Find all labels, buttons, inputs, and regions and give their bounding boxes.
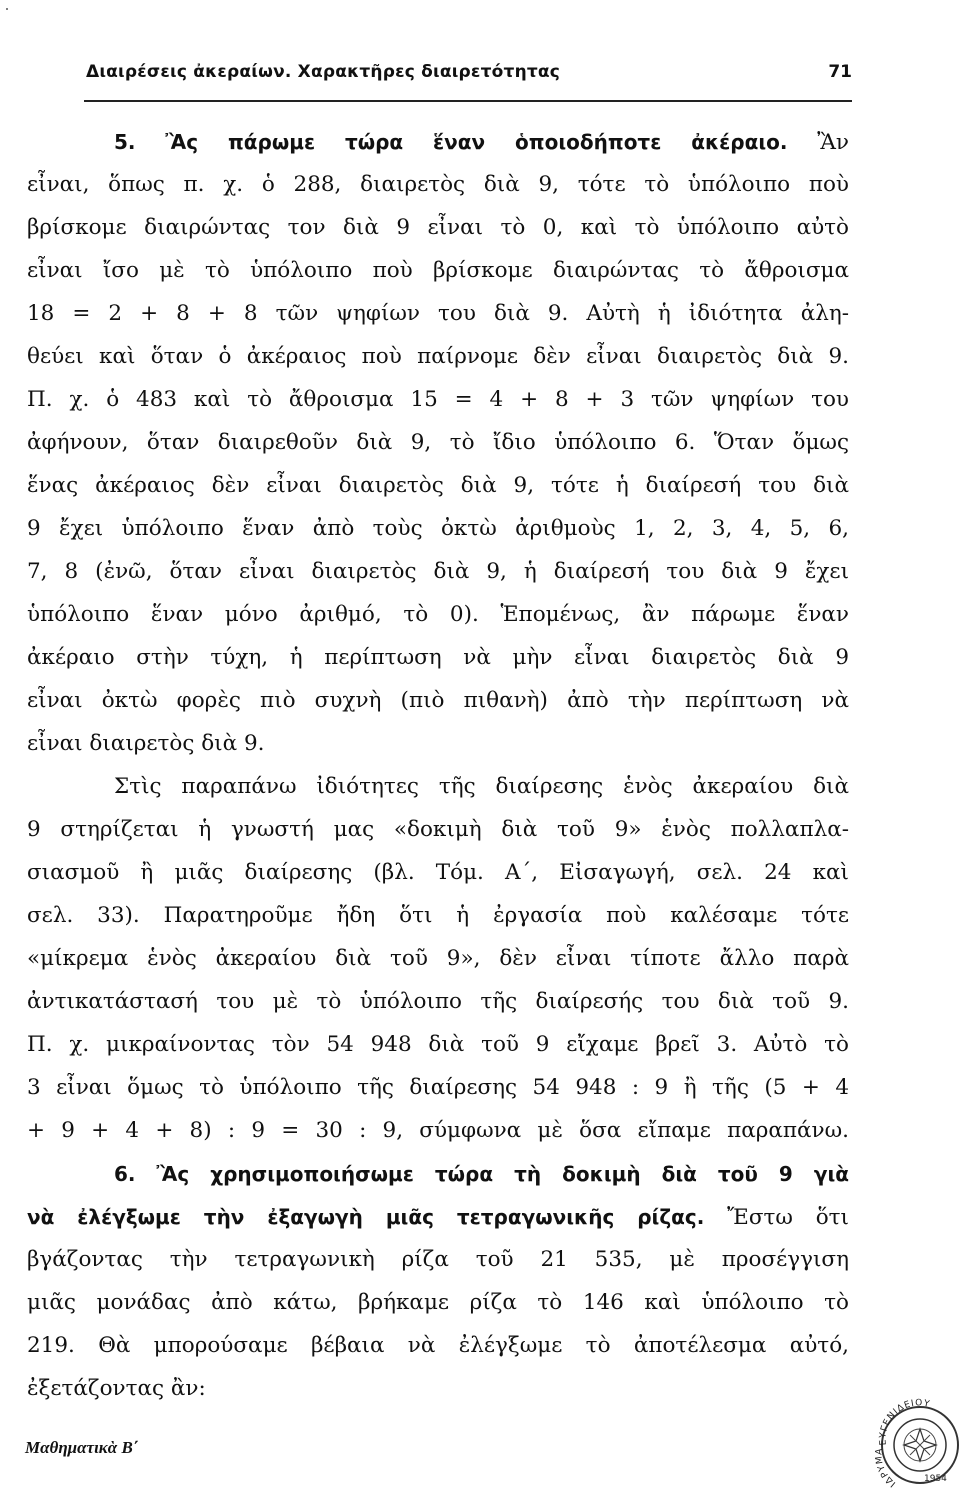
running-title: Διαιρέσεις ἀκεραίων. Χαρακτῆρες διαιρετότητας <box>86 62 561 82</box>
text-line: ἕνας ἀκέραιος δὲν εἶναι διαιρετὸς διὰ 9, τότε ἡ διαίρεσή του διὰ <box>27 473 849 498</box>
text-line: «μίκρεμα ἑνὸς ἀκεραίου διὰ τοῦ 9», δὲν εἶναι τίποτε ἄλλο παρὰ <box>27 946 849 971</box>
text-line: βρίσκομε διαιρώντας τον διὰ 9 εἶναι τὸ 0, καὶ τὸ ὑπόλοιπο αὐτὸ <box>27 215 849 240</box>
text-line: ἀκέραιο στὴν τύχη, ἡ περίπτωση νὰ μὴν εἶναι διαιρετὸς διὰ 9 <box>27 645 849 670</box>
running-header <box>86 62 852 96</box>
paragraph-5-heading: 5. Ἂς πάρωμε τώρα ἕναν ὁποιοδήποτε ἀκέραιο. <box>114 130 788 154</box>
stamp-year: 1954 <box>924 1474 947 1484</box>
header-rule <box>84 100 852 102</box>
stamp-text-left: ΙΔΡΥΜΑ <box>874 1447 898 1489</box>
text-line: εἶναι ὀκτὼ φορὲς πιὸ συχνὴ (πιὸ πιθανὴ) ἀπὸ τὴν περίπτωση νὰ <box>27 688 849 713</box>
text-line: εἶναι ἴσο μὲ τὸ ὑπόλοιπο ποὺ βρίσκομε διαιρώντας τὸ ἄθροισμα <box>27 258 849 283</box>
text-line: Π. χ. μικραίνοντας τὸν 54 948 διὰ τοῦ 9 εἴχαμε βρεῖ 3. Αὐτὸ τὸ <box>27 1032 849 1057</box>
text-line: ὑπόλοιπο ἕναν μόνο ἀριθμό, τὸ 0). Ἑπομένως, ἂν πάρωμε ἕναν <box>27 602 849 627</box>
paragraph-6-heading-1: 6. Ἂς χρησιμοποιήσωμε τώρα τὴ δοκιμὴ διὰ τοῦ 9 γιὰ <box>114 1162 849 1186</box>
paragraph-5-heading-line <box>114 127 849 158</box>
text-line: Π. χ. ὁ 483 καὶ τὸ ἄθροισμα 15 = 4 + 8 + 3 τῶν ψηφίων του <box>27 387 849 412</box>
paragraph-6-line-tail: Ἔστω ὅτι <box>727 1205 849 1230</box>
text-line: 219. Θὰ μπορούσαμε βέβαια νὰ ἐλέγξωμε τὸ ἀποτέλεσμα αὐτό, <box>27 1333 849 1358</box>
text-line: ἀντικατάστασή του μὲ τὸ ὑπόλοιπο τῆς διαίρεσής του διὰ τοῦ 9. <box>27 989 849 1014</box>
paragraph-6-heading-2: νὰ ἐλέγξωμε τὴν ἐξαγωγὴ μιᾶς τετραγωνικῆς ρίζας. <box>27 1205 705 1229</box>
text-line: + 9 + 4 + 8) : 9 = 30 : 9, σύμφωνα μὲ ὅσα εἴπαμε παραπάνω. <box>27 1118 849 1143</box>
paragraph-5-line-tail: Ἂν <box>817 130 849 155</box>
library-stamp <box>874 1383 960 1493</box>
text-line: 18 = 2 + 8 + 8 τῶν ψηφίων του διὰ 9. Αὐτὴ ἡ ἰδιότητα ἀλη- <box>27 301 849 326</box>
text-line: 3 εἶναι ὅμως τὸ ὑπόλοιπο τῆς διαίρεσης 54 948 : 9 ἢ τῆς (5 + 4 <box>27 1075 849 1100</box>
text-line: θεύει καὶ ὅταν ὁ ἀκέραιος ποὺ παίρνομε δὲν εἶναι διαιρετὸς διὰ 9. <box>27 344 849 369</box>
scan-speck <box>6 8 8 10</box>
text-line: 7, 8 (ἐνῶ, ὅταν εἶναι διαιρετὸς διὰ 9, ἡ διαίρεσή του διὰ 9 ἔχει <box>27 559 849 584</box>
text-line: σιασμοῦ ἢ μιᾶς διαίρεσης (βλ. Τόμ. Α΄, Εἰσαγωγή, σελ. 24 καὶ <box>27 860 849 885</box>
text-line: βγάζοντας τὴν τετραγωνικὴ ρίζα τοῦ 21 535, μὲ προσέγγιση <box>27 1247 849 1272</box>
text-line: 9 στηρίζεται ἡ γνωστή μας «δοκιμὴ διὰ τοῦ 9» ἑνὸς πολλαπλα- <box>27 817 849 842</box>
text-line: εἶναι διαιρετὸς διὰ 9. <box>27 731 265 756</box>
text-line: ἀφήνουν, ὅταν διαιρεθοῦν διὰ 9, τὸ ἴδιο ὑπόλοιπο 6. Ὅταν ὅμως <box>27 430 849 455</box>
text-line: Στὶς παραπάνω ἰδιότητες τῆς διαίρεσης ἑνὸς ἀκεραίου διὰ <box>114 774 849 799</box>
book-title-footer: Μαθηματικὰ Β΄ <box>25 1438 139 1457</box>
text-line: εἶναι, ὅπως π. χ. ὁ 288, διαιρετὸς διὰ 9, τότε τὸ ὑπόλοιπο ποὺ <box>27 172 849 197</box>
text-line: σελ. 33). Παρατηροῦμε ἤδη ὅτι ἡ ἐργασία ποὺ καλέσαμε τότε <box>27 903 849 928</box>
text-line: 9 ἔχει ὑπόλοιπο ἕναν ἀπὸ τοὺς ὀκτὼ ἀριθμοὺς 1, 2, 3, 4, 5, 6, <box>27 516 849 541</box>
stamp-text-top: ΕΥΓΕΝΙΔΕΙΟΥ <box>878 1398 932 1446</box>
text-line: μιᾶς μονάδας ἀπὸ κάτω, βρήκαμε ρίζα τὸ 146 καὶ ὑπόλοιπο τὸ <box>27 1290 849 1315</box>
text-line: ἐξετάζοντας ἂν: <box>27 1376 206 1401</box>
page-number: 71 <box>828 62 852 82</box>
paragraph-6-heading-line-2 <box>27 1202 849 1233</box>
